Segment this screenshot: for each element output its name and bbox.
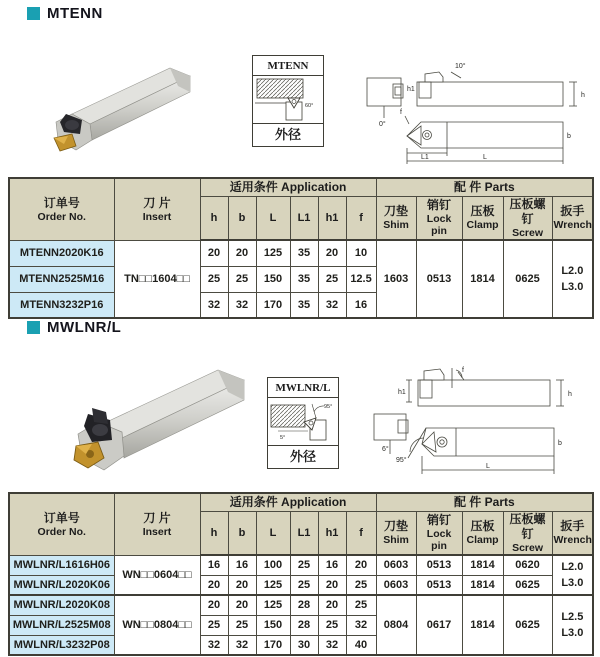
h1-cell: 25 — [318, 266, 346, 292]
wrench-en: Wrench — [553, 534, 592, 546]
technical-drawing-svg-mtenn — [355, 52, 595, 167]
screw-zh: 压板螺钉 — [509, 196, 546, 226]
L1-cell: 25 — [290, 575, 318, 595]
product-photo-mwlnr — [58, 350, 273, 480]
shim-en: Shim — [383, 219, 409, 231]
col-header-parts: 配 件 Parts — [376, 178, 593, 196]
shim-cell: 0603 — [376, 575, 416, 595]
shim-en: Shim — [383, 534, 409, 546]
dim-L-label: L — [483, 154, 487, 161]
screw-cell: 0625 — [503, 240, 552, 318]
order-no-cell: MWLNR/L3232P08 — [9, 635, 114, 655]
b-cell: 20 — [228, 240, 256, 266]
application-figure — [253, 76, 323, 124]
dim-h-label: h — [581, 92, 585, 99]
screw-en: Screw — [512, 226, 544, 239]
shim-cell: 0603 — [376, 555, 416, 575]
col-f: f — [346, 511, 376, 555]
dim-endangle-label: 0° — [379, 121, 386, 128]
col-L: L — [256, 196, 290, 240]
wrench-line2: L3.0 — [561, 577, 584, 590]
h1-cell: 20 — [318, 595, 346, 615]
dim-endangle-label: 6° — [382, 446, 389, 453]
f-cell: 32 — [346, 615, 376, 635]
col-lock-pin — [416, 511, 462, 555]
section-header-mwlnr — [27, 319, 121, 336]
col-header-parts: 配 件 Parts — [376, 493, 593, 511]
clamp-en: Clamp — [466, 219, 499, 231]
wrench-cell — [552, 240, 593, 318]
L-cell: 150 — [256, 615, 290, 635]
dim-f-label: f — [462, 367, 464, 374]
col-L1: L1 — [290, 511, 318, 555]
diagram-model-label: MWLNR/L — [268, 378, 338, 398]
table-row — [9, 595, 593, 615]
technical-drawing-mtenn — [355, 52, 595, 172]
L-cell: 170 — [256, 635, 290, 655]
table-row — [9, 575, 593, 595]
insert-zh: 刀 片 — [143, 195, 171, 210]
f-cell: 25 — [346, 595, 376, 615]
application-figure — [268, 398, 338, 446]
wrench-line1: L2.5 — [561, 610, 584, 623]
order-no-cell: MTENN2020K16 — [9, 240, 114, 266]
insert-en: Insert — [142, 210, 172, 223]
wrench-cell — [552, 555, 593, 595]
dim-L-label: L — [486, 463, 490, 470]
clamp-cell: 1814 — [462, 595, 503, 655]
h-cell: 32 — [200, 635, 228, 655]
product-photo-mtenn — [38, 52, 208, 162]
lockpin-zh: 销钉 — [427, 197, 452, 212]
technical-drawing-mwlnr — [368, 358, 596, 491]
clearance-angle-label: 5° — [280, 435, 286, 441]
wrench-cell — [552, 595, 593, 655]
col-h: h — [200, 196, 228, 240]
wrench-line1: L2.0 — [561, 560, 584, 573]
screw-zh: 压板螺钉 — [509, 511, 546, 541]
f-cell: 12.5 — [346, 266, 376, 292]
shim-cell: 1603 — [376, 240, 416, 318]
wrench-line2: L3.0 — [561, 627, 584, 640]
L1-cell: 35 — [290, 266, 318, 292]
wrench-zh: 扳手 — [560, 204, 585, 218]
wrench-line2: L3.0 — [561, 281, 584, 294]
L-cell: 125 — [256, 595, 290, 615]
order-no-cell: MWLNR/L2020K08 — [9, 595, 114, 615]
h1-cell: 25 — [318, 615, 346, 635]
b-cell: 25 — [228, 615, 256, 635]
spec-table-mtenn — [8, 177, 594, 319]
dim-angle10-label: 10° — [455, 63, 466, 70]
h-cell: 20 — [200, 240, 228, 266]
f-cell: 25 — [346, 575, 376, 595]
shim-zh: 刀垫 — [384, 204, 409, 218]
L-cell: 125 — [256, 575, 290, 595]
insert-cell: TN□□1604□□ — [114, 240, 200, 318]
dim-L1-label: L1 — [421, 154, 429, 161]
spec-table-mwlnr — [8, 492, 594, 656]
section-title: MTENN — [47, 5, 103, 22]
h-cell: 25 — [200, 266, 228, 292]
dim-h1-label: h1 — [398, 389, 406, 396]
h-cell: 32 — [200, 292, 228, 318]
L1-cell: 28 — [290, 615, 318, 635]
clamp-en: Clamp — [466, 534, 499, 546]
col-h1: h1 — [318, 511, 346, 555]
col-shim — [376, 511, 416, 555]
col-header-insert — [114, 178, 200, 240]
col-lock-pin — [416, 196, 462, 240]
col-header-application: 适用条件 Application — [200, 493, 376, 511]
b-cell: 20 — [228, 575, 256, 595]
insert-en: Insert — [142, 525, 172, 538]
col-wrench — [552, 511, 593, 555]
shim-cell: 0804 — [376, 595, 416, 655]
col-L1: L1 — [290, 196, 318, 240]
h1-cell: 32 — [318, 292, 346, 318]
diagram-caption: 外径 — [274, 127, 301, 142]
h1-cell: 20 — [318, 575, 346, 595]
application-diagram-box-mtenn — [252, 55, 324, 147]
table-row — [9, 555, 593, 575]
lock-pin-cell: 0617 — [416, 595, 462, 655]
col-wrench — [552, 196, 593, 240]
h-cell: 20 — [200, 575, 228, 595]
clamp-zh: 压板 — [470, 204, 495, 218]
col-header-insert — [114, 493, 200, 555]
screw-cell: 0625 — [503, 595, 552, 655]
L1-cell: 28 — [290, 595, 318, 615]
L-cell: 125 — [256, 240, 290, 266]
col-shim — [376, 196, 416, 240]
col-header-order-no — [9, 178, 114, 240]
col-h: h — [200, 511, 228, 555]
section-title: MWLNR/L — [47, 319, 122, 336]
lock-pin-cell: 0513 — [416, 575, 462, 595]
b-cell: 16 — [228, 555, 256, 575]
nose-angle-label: 60° — [305, 103, 314, 109]
b-cell: 20 — [228, 595, 256, 615]
lockpin-zh: 销钉 — [427, 512, 452, 527]
L1-cell: 30 — [290, 635, 318, 655]
wrench-zh: 扳手 — [560, 519, 585, 533]
order-no-cell: MWLNR/L2020K06 — [9, 575, 114, 595]
dim-f-label: f — [400, 109, 402, 116]
h-cell: 16 — [200, 555, 228, 575]
dim-h-label: h — [568, 391, 572, 398]
lock-pin-cell: 0513 — [416, 240, 462, 318]
screw-cell: 0625 — [503, 575, 552, 595]
clamp-cell: 1814 — [462, 555, 503, 575]
L1-cell: 35 — [290, 240, 318, 266]
lock-pin-cell: 0513 — [416, 555, 462, 575]
clamp-zh: 压板 — [470, 519, 495, 533]
f-cell: 20 — [346, 555, 376, 575]
col-clamp — [462, 196, 503, 240]
wrench-line1: L2.0 — [561, 264, 584, 277]
application-figure-svg-mtenn — [253, 76, 323, 123]
order-no-cell: MTENN3232P16 — [9, 292, 114, 318]
b-cell: 25 — [228, 266, 256, 292]
technical-drawing-svg-mwlnr — [368, 358, 596, 486]
application-figure-svg-mwlnr — [268, 398, 338, 445]
clamp-cell: 1814 — [462, 575, 503, 595]
h-cell: 25 — [200, 615, 228, 635]
h1-cell: 32 — [318, 635, 346, 655]
table-row — [9, 240, 593, 266]
dim-h1-label: h1 — [407, 86, 415, 93]
insert-cell: WN□□0804□□ — [114, 595, 200, 655]
col-b: b — [228, 511, 256, 555]
col-L: L — [256, 511, 290, 555]
h1-cell: 20 — [318, 240, 346, 266]
col-header-order-no — [9, 493, 114, 555]
L1-cell: 35 — [290, 292, 318, 318]
h1-cell: 16 — [318, 555, 346, 575]
L1-cell: 25 — [290, 555, 318, 575]
L-cell: 150 — [256, 266, 290, 292]
L-cell: 170 — [256, 292, 290, 318]
col-clamp — [462, 511, 503, 555]
order-no-en: Order No. — [37, 525, 86, 538]
wrench-en: Wrench — [553, 219, 592, 231]
approach-angle-label: 95° — [324, 404, 333, 410]
diagram-model-label: MTENN — [253, 56, 323, 76]
L-cell: 100 — [256, 555, 290, 575]
col-h1: h1 — [318, 196, 346, 240]
col-header-application: 适用条件 Application — [200, 178, 376, 196]
screw-cell: 0620 — [503, 555, 552, 575]
col-screw — [503, 196, 552, 240]
h-cell: 20 — [200, 595, 228, 615]
b-cell: 32 — [228, 635, 256, 655]
application-diagram-box-mwlnr — [267, 377, 339, 469]
lockpin-en: Lock pin — [426, 527, 452, 553]
order-no-cell: MWLNR/L2525M08 — [9, 615, 114, 635]
dim-mainangle-label: 95° — [396, 457, 407, 464]
dim-b-label: b — [567, 133, 571, 140]
section-bullet-icon — [27, 7, 40, 20]
dim-b-label: b — [558, 440, 562, 447]
insert-cell: WN□□0604□□ — [114, 555, 200, 595]
order-no-zh: 订单号 — [43, 195, 80, 210]
f-cell: 40 — [346, 635, 376, 655]
tool-holder-photo-mwlnr — [58, 350, 273, 475]
lockpin-en: Lock pin — [426, 212, 452, 238]
section-bullet-icon — [27, 321, 40, 334]
b-cell: 32 — [228, 292, 256, 318]
clamp-cell: 1814 — [462, 240, 503, 318]
tool-holder-photo-mtenn — [38, 52, 208, 157]
col-f: f — [346, 196, 376, 240]
order-no-cell: MTENN2525M16 — [9, 266, 114, 292]
col-b: b — [228, 196, 256, 240]
order-no-en: Order No. — [37, 210, 86, 223]
order-no-cell: MWLNR/L1616H06 — [9, 555, 114, 575]
screw-en: Screw — [512, 541, 544, 554]
diagram-caption: 外径 — [289, 449, 316, 464]
f-cell: 16 — [346, 292, 376, 318]
section-header-mtenn — [27, 5, 103, 22]
insert-zh: 刀 片 — [143, 510, 171, 525]
order-no-zh: 订单号 — [43, 510, 80, 525]
shim-zh: 刀垫 — [384, 519, 409, 533]
col-screw — [503, 511, 552, 555]
f-cell: 10 — [346, 240, 376, 266]
